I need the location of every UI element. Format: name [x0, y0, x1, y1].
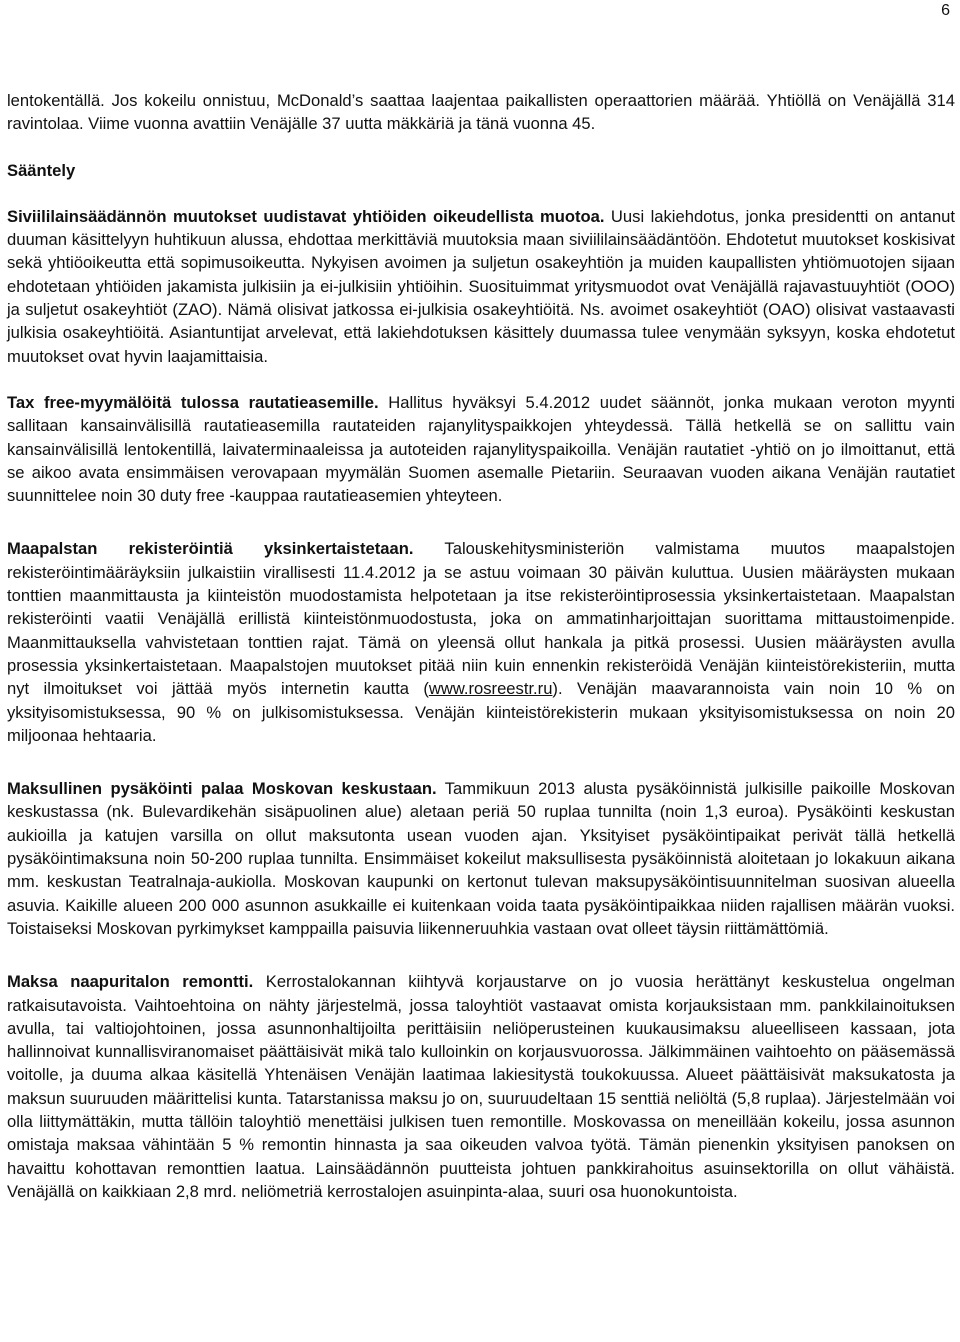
section-heading: Sääntely	[7, 160, 76, 180]
paragraph-lead: Maksullinen pysäköinti palaa Moskovan keskustaan.	[7, 779, 437, 799]
page-number: 6	[941, 2, 950, 19]
rosreestr-link[interactable]: www.rosreestr.ru	[428, 679, 553, 699]
paragraph-text: Tammikuun 2013 alusta pysäköinnistä julkisille paikoille Moskovan keskustassa (nk. Bulevardikehän sisäpuolinen alue) aletaan periä 50 ruplaa tunnilta (noin 1,3 euroa). Pysäköinti keskustan aukioilla ja katujen varsilla on ollut maksutonta usean vuoden ajan. Yksityiset pysäköintipaikat perivät tällä hetkellä pysäköintimaksuna noin 50-200 ruplaa tunnilta. Ensimmäiset kokeilut maksullisesta pysäköinnistä aloitetaan jo lokakuun aikana mm. keskustan Teatralnaja-aukiolla. Moskovan kaupunki on kertonut tulevan maksupysäköintisuunnitelman suosivan alueella asuvia. Kaikille alueen 200 000 asunnon asukkaille ei kuitenkaan voida taata pysäköintipaikkaa niiden rajallisen määrän vuoksi. Toistaiseksi Moskovan pyrkimykset kamppailla paisuvia liikenneruuhkia vastaan ovat olleet täysin riittämättömiä.	[7, 779, 955, 938]
paragraph-tax-free	[7, 391, 955, 507]
paragraph-land-registration	[7, 537, 955, 747]
paragraph-text: Talouskehitysministeriön valmistama muutos maapalstojen rekisteröintimääräyksiin julkaistiin virallisesti 11.4.2012 ja se astuu voimaan 30 päivän kuluttua. Uusien määräysten mukaan tonttien maanmittausta ja kiinteistön muodostamista helpotetaan ja itse rekisteröintiprosessia yksinkertaistetaan. Maapalstan rekisteröinti vaatii Venäjällä erillistä kiinteistönmuodostusta, joka on ammatinharjoittajan suorittama mittaustoimenpide. Maanmittauksella vahvistetaan tonttien rajat. Tämä on yleensä ollut hankala ja pitkä prosessi. Uusien määräysten avulla prosessia yksinkertaistetaan. Maapalstojen muutokset pitää niin kuin ennenkin rekisteröidä Venäjän kiinteistörekisteriin, mutta nyt ilmoitukset voi jättää myös internetin kautta (	[7, 539, 955, 699]
paragraph-text: Kerrostalokannan kiihtyvä korjaustarve on jo vuosia herättänyt keskustelua ongelman ratkaisutavoista. Vaihtoehtoina on nähty järjestelmä, jossa taloyhtiöt vastaavat omista korjauksistaan mm. pankkilainoituksen avulla, tai valtiojohtoinen, jossa asunnonhaltijoilta perittäisiin neliöperusteinen kuukausimaksu alueelliseen kassaan, jota hallinnoivat kunnallisviranomaiset päättäisivät mikä talo kulloinkin on korjausvuorossa. Jälkimmäinen vaihtoehto on pääsemässä voitolle, ja duuma alkaa käsitellä Yhtenäisen Venäjän laatimaa lakiesitystä toukokuussa. Alueet päättäisivät maksukatosta ja maksun suuruuden määrittelisi kunta. Tatarstanissa maksu jo on, suuruudeltaan 15 senttiä neliöltä (5,8 ruplaa). Järjestelmään voi olla liittymättäkin, mutta tällöin taloyhtiö menettäisi julkisen tuen remontille. Moskovassa on meneillään kokeilu, jossa asunnon omistaja maksaa vähintään 5 % remontin hinnasta ja saa oikeuden valvoa työtä. Tämän pienenkin yksityisen panoksen on havaittu kohottavan remonttien laatua. Lainsäädännön puutteista johtuen pankkirahoitus asuinsektorilla on ollut vähäistä. Venäjällä on kaikkiaan 2,8 mrd. neliömetriä kerrostalojen asuinpinta-alaa, suuri osa huonokuntoista.	[7, 972, 956, 1201]
paragraph-text: Uusi lakiehdotus, jonka presidentti on antanut duuman käsittelyyn huhtikuun alussa, ehdottaa merkittäviä muutoksia maan siviililainsäädäntöön. Ehdotetut muutokset koskisivat sekä yhtiöoikeutta että sopimusoikeutta. Nykyisen avoimen ja suljetun osakeyhtiön ja muiden kaupallisten yhtiömuotojen sijaan ehdotetaan yhtiöiden jakamista julkisiin ja ei-julkisiin yhtiöihin. Suosituimmat yritysmuodot ovat Venäjällä rajavastuuyhtiöt (OOO) ja suljetut osakeyhtiöt (ZAO). Nämä olisivat jatkossa ei-julkisia osakeyhtiöitä. Ns. avoimet osakeyhtiöt (OAO) olisivat vastaavasti julkisia osakeyhtiöitä. Asiantuntijat arvelevat, että lakiehdotuksen käsittely duumassa tulee venymään syksyyn, koska ehdotetut muutokset ovat hyvin laajamittaisia.	[7, 206, 956, 366]
paragraph-renovation	[7, 970, 955, 1203]
paragraph-text: Hallitus hyväksyi 5.4.2012 uudet säännöt, jonka mukaan veroton myynti sallitaan kansainvälisillä rautatieasemilla rautateiden rajanylityspaikkojen yhteydessä. Tällä hetkellä se on sallittu vain kansainvälisillä lentokentillä, laivaterminaaleissa ja autoteiden rajanylityspaikoilla. Venäjän rautatiet -yhtiö on jo ilmoittanut, että se aikoo avata ensimmäisen verovapaan myymälän Suomen asemalle Pietariin. Seuraavan vuoden aikana Venäjän rautatiet suunnittelee noin 30 duty free -kauppaa rautatieasemien yhteyteen.	[7, 392, 955, 506]
paragraph-lead: Siviililainsäädännön muutokset uudistavat yhtiöiden oikeudellista muotoa.	[7, 206, 605, 226]
paragraph-text: ). Venäjän maavarannoista vain noin 10 % on yksityisomistuksessa, 90 % on julkisomistuksessa. Venäjän kiinteistörekisterin mukaan yksityisomistuksessa on noin 20 miljoonaa hehtaaria.	[7, 679, 955, 745]
paragraph-civil-law	[7, 205, 955, 368]
paragraph-lead: Maksa naapuritalon remontti.	[7, 972, 254, 992]
document-body	[7, 89, 955, 1203]
paragraph-lead: Tax free-myymälöitä tulossa rautatieasemille.	[7, 392, 379, 412]
paragraph-paid-parking	[7, 777, 955, 940]
intro-paragraph: lentokentällä. Jos kokeilu onnistuu, McDonald’s saattaa laajentaa paikallisten operaattorien määrää. Yhtiöllä on Venäjällä 314 ravintolaa. Viime vuonna avattiin Venäjälle 37 uutta mäkkäriä ja tänä vuonna 45.	[7, 91, 955, 134]
paragraph-lead: Maapalstan rekisteröintiä yksinkertaistetaan.	[7, 539, 414, 559]
